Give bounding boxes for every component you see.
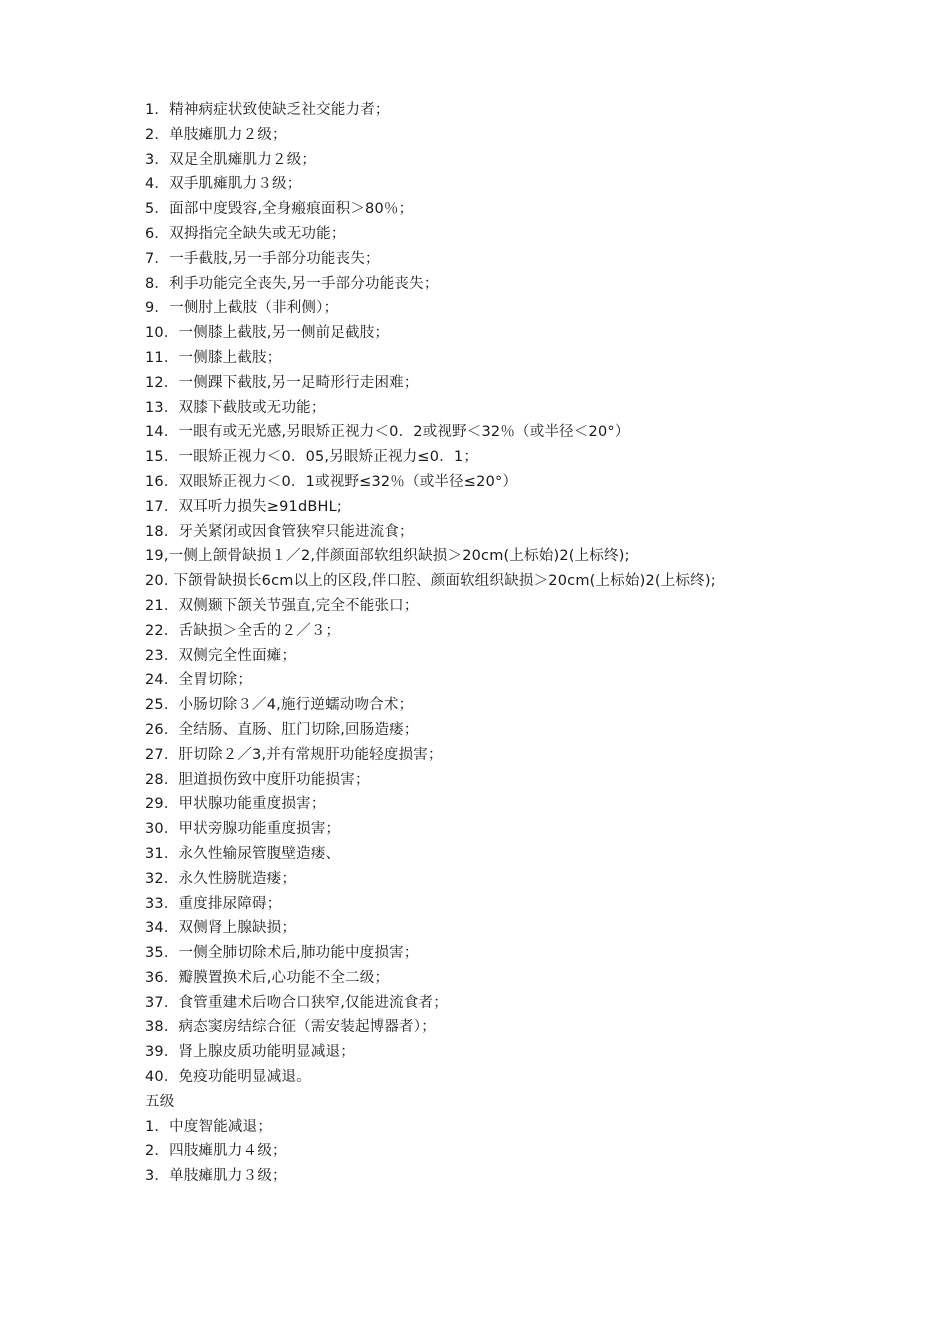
list-item: 35．一侧全肺切除术后,肺功能中度损害； (145, 945, 419, 962)
list-item: 25．小肠切除３／4,施行逆蠕动吻合术； (145, 697, 414, 714)
list-item: 37．食管重建术后吻合口狭窄,仅能进流食者； (145, 994, 448, 1011)
list-item: 22．舌缺损＞全舌的２／３； (145, 622, 341, 639)
list-item: 31．永久性输尿管腹壁造瘘、 (145, 845, 341, 862)
list-item: 3．单肢瘫肌力３级； (145, 1168, 287, 1185)
list-item: 1．中度智能减退； (145, 1118, 273, 1135)
list-item: 4．双手肌瘫肌力３级； (145, 176, 302, 193)
list-item: 19,一侧上颌骨缺损１／2,伴颜面部软组织缺损＞20cm(上标始)2(上标终); (145, 548, 630, 565)
list-item: 30．甲状旁腺功能重度损害； (145, 821, 341, 838)
list-item: 7．一手截肢,另一手部分功能丧失； (145, 250, 380, 267)
list-item: 28．胆道损伤致中度肝功能损害； (145, 771, 370, 788)
list-item: 15．一眼矫正视力＜0．05,另眼矫正视力≤0．1； (145, 449, 479, 466)
list-item: 13．双膝下截肢或无功能； (145, 399, 326, 416)
list-item: 18．牙关紧闭或因食管狭窄只能进流食； (145, 523, 414, 540)
list-item: 2．单肢瘫肌力２级； (145, 126, 287, 143)
list-item: 27．肝切除２／3,并有常规肝功能轻度损害； (145, 746, 443, 763)
list-item: 14．一眼有或无光感,另眼矫正视力＜0．2或视野＜32％（或半径＜20°） (145, 424, 630, 441)
list-item: 29．甲状腺功能重度损害； (145, 796, 326, 813)
list-item: 2．四肢瘫肌力４级； (145, 1143, 287, 1160)
list-item: 5．面部中度毁容,全身瘢痕面积＞80％； (145, 201, 414, 218)
list-item: 11．一侧膝上截肢； (145, 349, 282, 366)
list-item: 36．瓣膜置换术后,心功能不全二级； (145, 969, 390, 986)
list-item: 40．免疫功能明显减退。 (145, 1069, 311, 1086)
list-item: 9．一侧肘上截肢（非利侧）； (145, 300, 339, 317)
list-item: 8．利手功能完全丧失,另一手部分功能丧失； (145, 275, 439, 292)
list-item: 17．双耳听力损失≥91dBHL; (145, 498, 342, 515)
list-item: 39．肾上腺皮质功能明显减退； (145, 1044, 355, 1061)
list-item: 1．精神病症状致使缺乏社交能力者； (145, 102, 390, 118)
list-item: 12．一侧踝下截肢,另一足畸形行走困难； (145, 374, 419, 391)
list-item: 32．永久性膀胱造瘘； (145, 870, 297, 887)
list-item: 24．全胃切除； (145, 672, 253, 689)
list-item: 6．双拇指完全缺失或无功能； (145, 225, 346, 242)
list-item: 20. 下颌骨缺损长6cm以上的区段,伴口腔、颜面软组织缺损＞20cm(上标始)2(上标终); (145, 573, 716, 590)
section-heading: 五级 (145, 1093, 175, 1110)
list-item: 26．全结肠、直肠、肛门切除,回肠造瘘； (145, 721, 419, 738)
list-item: 34．双侧肾上腺缺损； (145, 920, 297, 937)
list-item: 23．双侧完全性面瘫； (145, 647, 297, 664)
list-item: 38．病态窦房结综合征（需安装起博器者）； (145, 1019, 436, 1036)
list-item: 3．双足全肌瘫肌力２级； (145, 151, 317, 168)
document-page (145, 98, 935, 1189)
list-item: 10．一侧膝上截肢,另一侧前足截肢； (145, 325, 390, 342)
list-item: 16．双眼矫正视力＜0．1或视野≤32％（或半径≤20°） (145, 473, 518, 490)
list-item: 33．重度排尿障碍； (145, 895, 282, 912)
list-item: 21．双侧颞下颌关节强直,完全不能张口； (145, 597, 419, 614)
